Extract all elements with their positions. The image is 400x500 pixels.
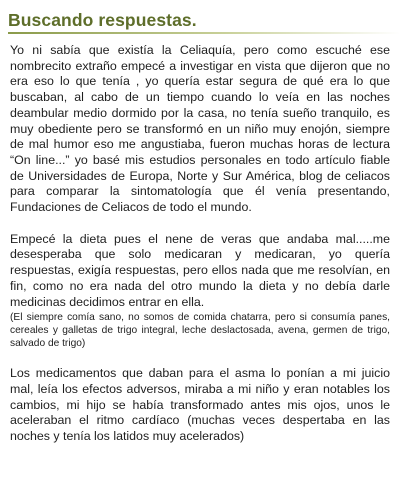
paragraph-2: Empecé la dieta pues el nene de veras que andaba mal.....me desesperaba que solo medicaran y medicaran, yo quería respuestas, exigía respuestas, pero ellos nada que me resolvían, en fin, como no era nada del otro mundo la dieta y no debía darle medicinas decidimos entrar en ella. [10,231,390,309]
title-block [8,10,400,34]
diet-note: (El siempre comía sano, no somos de comida chatarra, pero si consumía panes, cereales y galletas de trigo integral, leche deslactosada, avena, germen de trigo, salvado de trigo) [10,312,390,350]
article-body [10,43,390,445]
page-title: Buscando respuestas. [8,10,197,30]
title-underline [8,32,400,34]
paragraph-1: Yo ni sabía que existía la Celiaquía, pero como escuché ese nombrecito extraño empecé a investigar en vista que dijeron que no era eso lo que tenía , yo quería estar segura de qué era lo que buscaban, al cabo de un tiempo cuando lo veía en las noches deambular medio dormido por la casa, no tenía sueño tranquilo, es muy obediente pero se transformó en un niño muy enojón, siempre de mal humor eso me angustiaba, fueron muchas horas de lectura “On line...” yo basé mis estudios personales en todo artículo fiable de Universidades de Europa, Norte y Sur América, blog de celiacos para comparar la sintomatología que él venía presentando, Fundaciones de Celiacos de todo el mundo. [10,43,390,215]
paragraph-3: Los medicamentos que daban para el asma lo ponían a mi juicio mal, leía los efectos adversos, miraba a mi niño y eran notables los cambios, mi hijo se había transformado antes mis ojos, unos le aceleraban el ritmo cardíaco (muchas veces despertaba en las noches y tenía los latidos muy acelerados) [10,366,390,444]
paragraph-2-block [10,232,390,351]
